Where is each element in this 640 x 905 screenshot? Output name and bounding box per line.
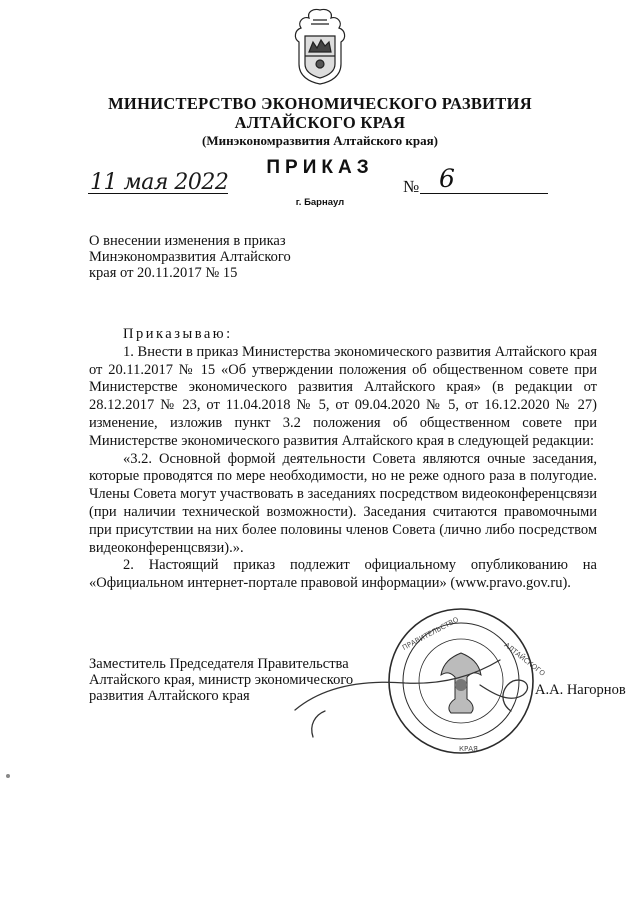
svg-text:ПРАВИТЕЛЬСТВО: ПРАВИТЕЛЬСТВО bbox=[401, 615, 461, 652]
signer-line1: Заместитель Председателя Правительства bbox=[89, 656, 349, 672]
paragraph-3: 2. Настоящий приказ подлежит официальному опубликованию на «Официальном интернет-портале правовой информации» (www.pravo.gov.ru). bbox=[89, 557, 597, 592]
paragraph-2: «3.2. Основной формой деятельности Совета являются очные заседания, которые проводятся по мере необходимости, но не реже одного раза в полугодие. Члены Совета могут участвовать в заседаниях посредством видеоконференцсвязи (при наличии технической возможности). Заседания считаются правомочными при присутствии на них более половины членов Совета (лично либо посредством видеоконференцсвязи).». bbox=[89, 450, 597, 556]
number-underline bbox=[420, 193, 548, 194]
signer-line2: Алтайского края, министр экономического bbox=[89, 672, 354, 688]
subject-line2: Минэкономразвития Алтайского bbox=[89, 249, 291, 265]
scan-dot bbox=[6, 774, 10, 778]
handwritten-date: 11 мая 2022 bbox=[90, 170, 229, 195]
ministry-short-name: (Минэкономразвития Алтайского края) bbox=[202, 133, 438, 148]
ministry-title-line1: МИНИСТЕРСТВО ЭКОНОМИЧЕСКОГО РАЗВИТИЯ bbox=[108, 94, 532, 113]
subject-line1: О внесении изменения в приказ bbox=[89, 233, 286, 249]
signer-name: А.А. Нагорнов bbox=[535, 682, 626, 698]
svg-text:АЛТАЙСКОГО: АЛТАЙСКОГО bbox=[502, 641, 547, 678]
handwritten-signature-icon bbox=[285, 625, 545, 745]
coat-of-arms-icon bbox=[287, 6, 353, 86]
document-type: ПРИКАЗ bbox=[266, 157, 374, 178]
document-body bbox=[89, 326, 597, 593]
handwritten-number: 6 bbox=[439, 164, 455, 193]
document-subject bbox=[89, 233, 329, 281]
date-underline bbox=[88, 193, 228, 194]
ministry-title-line2: АЛТАЙСКОГО КРАЯ bbox=[234, 113, 406, 132]
paragraph-1: 1. Внести в приказ Министерства экономического развития Алтайского края от 20.11.2017 № 15 «Об утверждении положения об общественном совете при Министерстве экономического развития Алтайского края» (в редакции от 28.12.2017 № 23, от 11.04.2018 № 5, от 09.04.2020 № 5, от 16.12.2020 № 27) изменение, изложив пункт 3.2 положения об общественном совете при Министерстве экономического развития Алтайского края в следующей редакции: bbox=[89, 343, 597, 449]
number-label: № bbox=[403, 177, 420, 196]
signer-line3: развития Алтайского края bbox=[89, 688, 250, 704]
subject-line3: края от 20.11.2017 № 15 bbox=[89, 265, 238, 281]
city: г. Барнаул bbox=[295, 197, 345, 208]
ministry-title bbox=[0, 94, 640, 132]
svg-text:КРАЯ: КРАЯ bbox=[459, 745, 478, 753]
order-word: Приказываю: bbox=[123, 326, 233, 342]
